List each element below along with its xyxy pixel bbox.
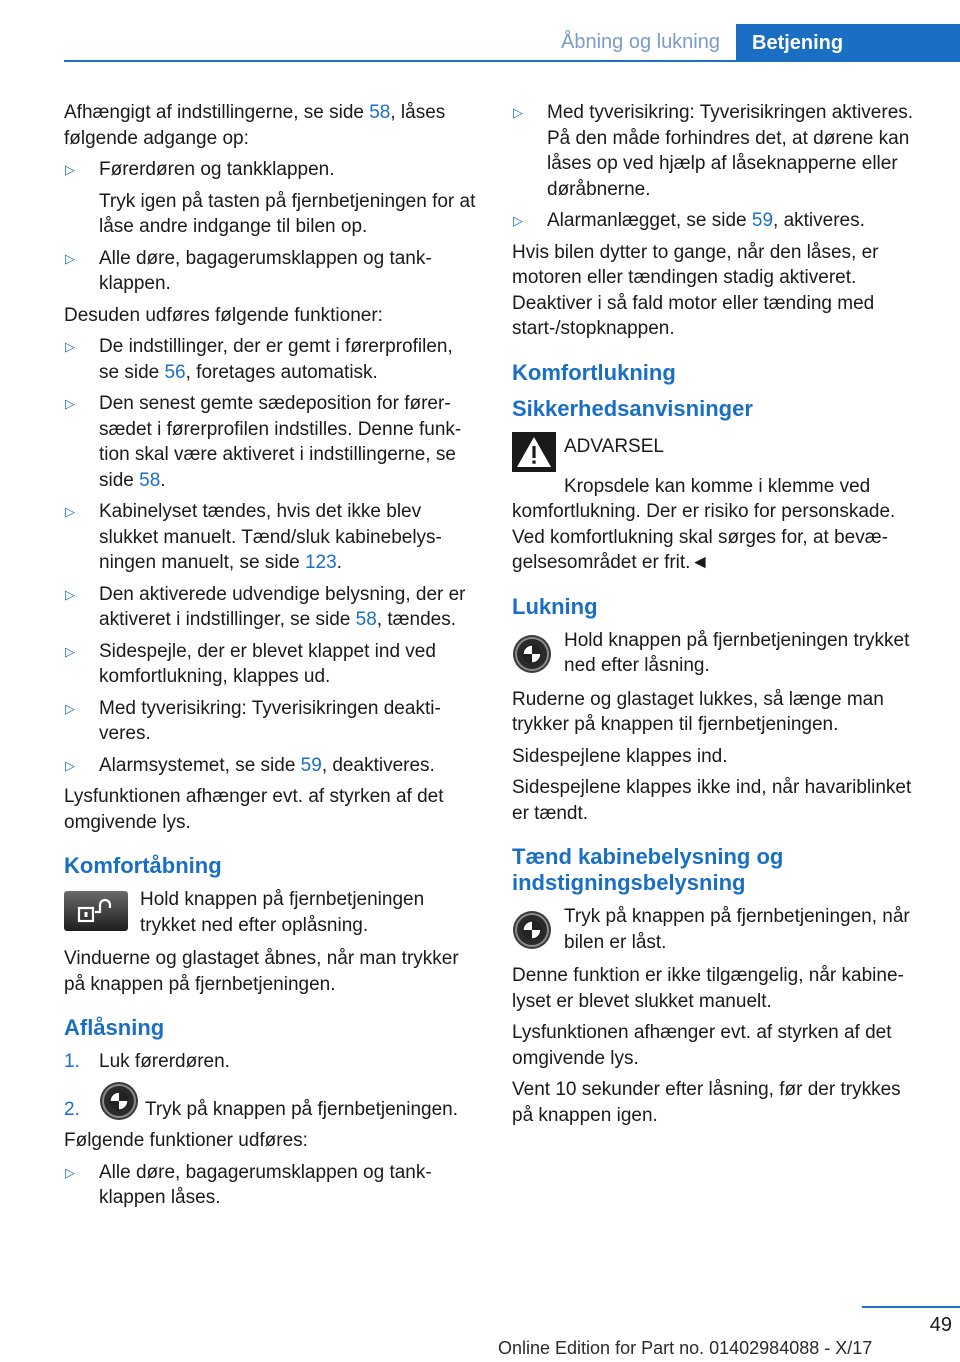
end-mark-icon: ◄: [690, 552, 710, 573]
bmw-key-button-icon: [99, 1081, 139, 1121]
footer-rule: [862, 1306, 960, 1308]
heading-sikkerhedsanvisninger: Sikkerhedsanvisninger: [512, 395, 753, 421]
list-item-text: Med tyverisikring: Tyverisikringen deaktiveres.: [99, 697, 441, 744]
page-link[interactable]: 58: [369, 102, 391, 123]
numbered-step: [64, 1049, 478, 1075]
bmw-key-button-icon: [512, 910, 552, 950]
list-item-text: Alle døre, bagagerumsklappen og tankklappen låses.: [99, 1161, 432, 1208]
instruction-text: Tryk på knappen på fjernbetjeningen, når bilen er låst.: [564, 906, 910, 953]
instruction-text: Hold knappen på fjernbetjeningen trykket ned efter oplåsning.: [140, 889, 425, 936]
heading-taend-kabinebelysning: Tænd kabinebelysning og indstigningsbelysning: [512, 844, 784, 895]
bullet-arrow-icon: ▷: [65, 250, 75, 266]
list-item-text: Kabinelyset tændes, hvis det ikke blev slukket manuelt. Tænd/sluk kabinebelysningen manuelt, se side 123.: [99, 501, 442, 573]
step-number: 2.: [64, 1098, 80, 1120]
list-item: [512, 208, 926, 234]
list-item: [64, 753, 478, 779]
paragraph: Følgende funktioner udføres:: [64, 1130, 308, 1151]
warning-text: Kropsdele kan komme i klemme ved komfortlukning. Der er risiko for personskade. Ved komfortlukning skal sørges for, at bevægelsesområdet er frit.◄: [512, 475, 896, 573]
step-number: 1.: [64, 1051, 80, 1072]
list-item-text: Sidespejle, der er blevet klappet ind ved komfortlukning, klappes ud.: [99, 640, 436, 687]
page-link[interactable]: 59: [751, 210, 774, 231]
icon-instruction: [512, 904, 926, 955]
paragraph: Lysfunktionen afhænger evt. af styrken af det omgivende lys.: [512, 1022, 892, 1069]
warning-label: ADVARSEL: [564, 435, 664, 457]
bullet-arrow-icon: ▷: [65, 643, 75, 659]
intro-text-end: , låses følgende adgange op:: [64, 102, 446, 149]
page-link[interactable]: 59: [300, 754, 322, 776]
bullet-arrow-icon: ▷: [65, 586, 75, 602]
bullet-arrow-icon: ▷: [65, 700, 75, 716]
list-item-text: Den senest gemte sædeposition for førersædet i førerprofilen indstilles. Denne funktion skal være aktiveret i indstillingerne, se side 58.: [99, 393, 462, 491]
list-item-text: Alarmsystemet, se side 59, deaktiveres.: [99, 754, 435, 776]
page-link[interactable]: 56: [164, 361, 186, 383]
bullet-arrow-icon: ▷: [65, 339, 75, 354]
icon-instruction: [512, 628, 926, 679]
list-item-text: Den aktiverede udvendige belysning, der er aktiveret i indstillinger, se side 58, tændes.: [99, 583, 466, 630]
instruction-text: Hold knappen på fjernbetjeningen trykket ned efter låsning.: [564, 629, 910, 676]
step-text-label: Tryk på knappen på fjernbetjeningen.: [145, 1098, 459, 1120]
list-item-text: Førerdøren og tankklappen.: [99, 159, 335, 180]
intro-paragraph: [64, 100, 478, 151]
list-item: [64, 639, 478, 690]
bullet-arrow-icon: ▷: [513, 105, 523, 120]
list-item-subtext: Tryk igen på tasten på fjernbetjeningen for at låse andre indgange til bilen op.: [99, 190, 476, 237]
bullet-arrow-icon: ▷: [513, 213, 523, 228]
unlock-button-icon: [64, 891, 128, 931]
paragraph: Desuden udføres følgende funktioner:: [64, 304, 383, 326]
paragraph: Sidespejlene klappes ikke ind, når havariblinket er tændt.: [512, 777, 912, 824]
list-item-text: De indstillinger, der er gemt i førerprofilen, se side 56, foretages automatisk.: [99, 336, 453, 383]
paragraph: Sidespejlene klappes ind.: [512, 745, 728, 767]
page-link[interactable]: 58: [355, 609, 377, 630]
numbered-step: [64, 1081, 478, 1123]
list-item-text: Med tyverisikring: Tyverisikringen aktiveres. På den måde forhindres det, at dørene kan låses op ved hjælp af låseknapperne eller døråbnerne.: [547, 102, 914, 200]
list-item: [64, 334, 478, 385]
paragraph: Vinduerne og glastaget åbnes, når man trykker på knappen på fjernbetjeningen.: [64, 948, 459, 995]
bullet-arrow-icon: ▷: [65, 757, 75, 773]
bullet-arrow-icon: ▷: [65, 396, 75, 411]
list-item-text: Alle døre, bagagerumsklappen og tankklappen.: [99, 247, 432, 294]
right-column: [512, 100, 926, 1134]
header-section-title: Åbning og lukning: [560, 31, 720, 53]
heading-lukning: Lukning: [512, 593, 598, 619]
list-item: [64, 696, 478, 747]
paragraph: Hvis bilen dytter to gange, når den låses, er motoren eller tændingen stadig aktiveret. Deaktiver i så fald motor eller tænding med start-/stopknappen.: [512, 241, 879, 339]
list-item: [64, 582, 478, 633]
heading-komfortlukning: Komfortlukning: [512, 359, 676, 385]
bullet-arrow-icon: ▷: [65, 162, 75, 177]
list-item-text: Alarmanlægget, se side 59, aktiveres.: [547, 210, 865, 231]
warning-icon: [512, 432, 556, 472]
header-chapter-tab[interactable]: Betjening: [736, 24, 960, 62]
page-link[interactable]: 58: [139, 469, 161, 491]
list-item: [512, 100, 926, 202]
list-item: [64, 157, 478, 183]
step-text: [99, 1081, 458, 1123]
list-item: [64, 391, 478, 493]
list-item: [64, 246, 478, 297]
icon-instruction: [64, 887, 478, 938]
paragraph: Denne funktion er ikke tilgængelig, når kabinelyset er blevet slukket manuelt.: [512, 965, 904, 1012]
list-item: [64, 499, 478, 576]
step-text: Luk førerdøren.: [99, 1051, 230, 1072]
bullet-arrow-icon: ▷: [65, 504, 75, 519]
page-link[interactable]: 123: [304, 552, 337, 573]
bmw-key-button-icon: [512, 634, 552, 674]
paragraph: Ruderne og glastaget lukkes, så længe man trykker på knappen til fjernbetjeningen.: [512, 688, 884, 735]
page-number: 49: [929, 1314, 952, 1336]
heading-komfortabning: Komfortåbning: [64, 853, 222, 878]
left-column: [64, 100, 478, 1217]
bullet-arrow-icon: ▷: [65, 1164, 75, 1180]
heading-aflasning: Aflåsning: [64, 1015, 165, 1040]
intro-text: Afhængigt af indstillingerne, se side: [64, 102, 370, 123]
list-item: [64, 1160, 478, 1211]
paragraph: Lysfunktionen afhænger evt. af styrken af det omgivende lys.: [64, 786, 444, 833]
edition-footer: Online Edition for Part no. 01402984088 - X/17: [498, 1338, 873, 1358]
paragraph: Vent 10 sekunder efter låsning, før der trykkes på knappen igen.: [512, 1079, 901, 1126]
warning-block: [512, 430, 926, 472]
